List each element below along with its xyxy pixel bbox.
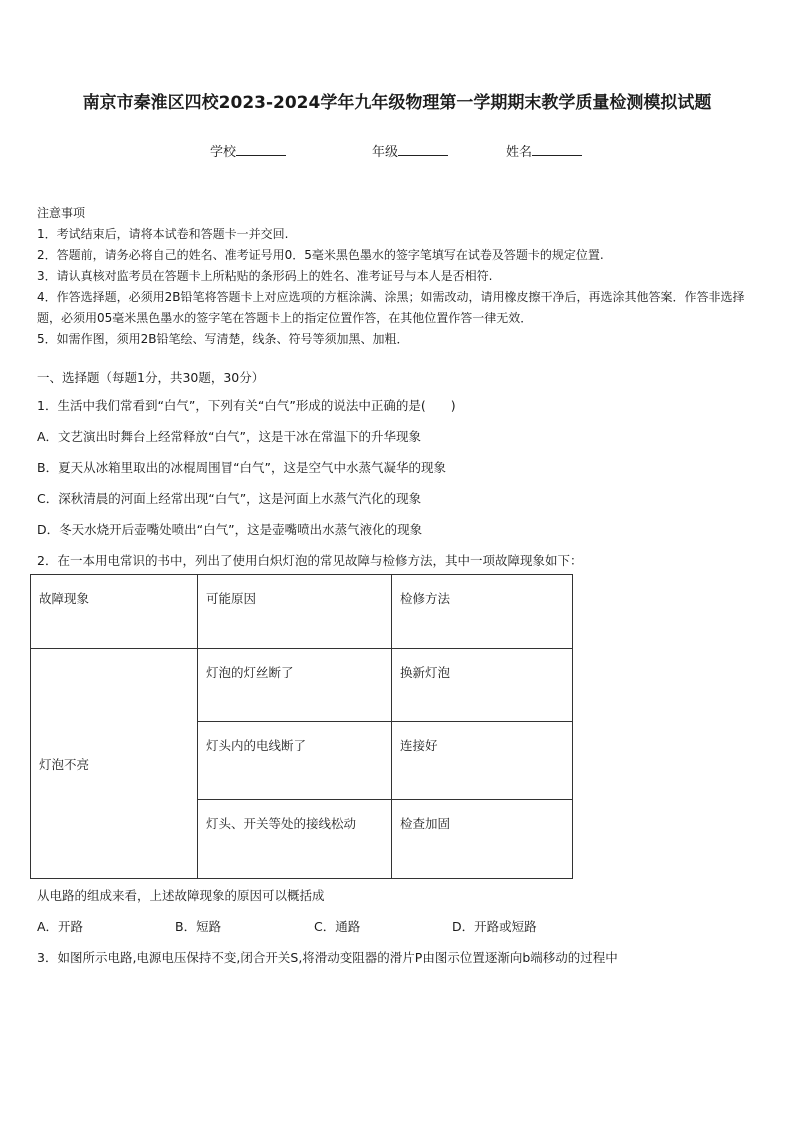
cause-cell: 灯泡的灯丝断了 <box>198 649 392 722</box>
fault-table <box>30 574 573 879</box>
table-header-cell: 可能原因 <box>198 575 392 649</box>
cause-cell: 灯头、开关等处的接线松动 <box>198 800 392 879</box>
note-item: 5．如需作图，须用2B铅笔绘、写清楚，线条、符号等须加黑、加粗． <box>37 332 409 346</box>
note-item: 1．考试结束后，请将本试卷和答题卡一并交回. <box>37 227 289 241</box>
q2-followup: 从电路的组成来看，上述故障现象的原因可以概括成 <box>37 888 325 903</box>
q1-option-b: B．夏天从冰箱里取出的冰棍周围冒“白气”，这是空气中水蒸气凝华的现象 <box>37 460 447 475</box>
q2-option-c: C．通路 <box>314 919 361 934</box>
grade-label: 年级 <box>372 145 399 160</box>
name-label: 姓名 <box>506 145 533 160</box>
table-header-cell: 检修方法 <box>392 575 573 649</box>
fix-cell: 连接好 <box>392 722 573 800</box>
grade-field <box>372 141 448 160</box>
q2-option-a: A．开路 <box>37 919 84 934</box>
cause-cell: 灯头内的电线断了 <box>198 722 392 800</box>
note-item: 4．作答选择题，必须用2B铅笔将答题卡上对应选项的方框涂满、涂黑；如需改动，请用橡皮擦干净后，再选涂其他答案．作答非选择题，必须用05毫米黑色墨水的签字笔在答题卡上的指定位置作答，在其他位置作答一律无效． <box>37 290 745 325</box>
name-field <box>506 141 582 160</box>
fix-cell: 换新灯泡 <box>392 649 573 722</box>
school-label: 学校 <box>210 145 237 160</box>
note-item: 2．答题前，请务必将自己的姓名、准考证号用0．5毫米黑色墨水的签字笔填写在试卷及答题卡的规定位置. <box>37 248 604 262</box>
section-heading: 一、选择题（每题1分，共30题，30分） <box>37 370 265 385</box>
q2-option-d: D．开路或短路 <box>452 919 537 934</box>
table-header-row <box>31 575 573 649</box>
table-row <box>31 649 573 722</box>
q1-option-d: D．冬天水烧开后壶嘴处喷出“白气”，这是壶嘴喷出水蒸气液化的现象 <box>37 522 423 537</box>
q1-stem: 1．生活中我们常看到“白气”，下列有关“白气”形成的说法中正确的是( ) <box>37 398 456 413</box>
school-field <box>210 141 286 160</box>
q3-stem: 3．如图所示电路,电源电压保持不变,闭合开关S,将滑动变阻器的滑片P由图示位置逐渐向b端移动的过程中 <box>37 950 618 965</box>
symptom-cell: 灯泡不亮 <box>31 649 198 879</box>
grade-blank <box>398 143 448 156</box>
name-blank <box>532 143 582 156</box>
notes-block <box>37 203 759 350</box>
q2-stem: 2．在一本用电常识的书中，列出了使用白炽灯泡的常见故障与检修方法，其中一项故障现象如下： <box>37 553 583 568</box>
notes-heading: 注意事项 <box>37 206 86 220</box>
note-item: 3．请认真核对监考员在答题卡上所粘贴的条形码上的姓名、准考证号与本人是否相符. <box>37 269 493 283</box>
q1-option-a: A．文艺演出时舞台上经常释放“白气”，这是干冰在常温下的升华现象 <box>37 429 422 444</box>
school-blank <box>236 143 286 156</box>
q1-option-c: C．深秋清晨的河面上经常出现“白气”，这是河面上水蒸气汽化的现象 <box>37 491 422 506</box>
q2-option-b: B．短路 <box>175 919 222 934</box>
table-header-cell: 故障现象 <box>31 575 198 649</box>
exam-title: 南京市秦淮区四校2023-2024学年九年级物理第一学期期末教学质量检测模拟试题 <box>82 93 712 113</box>
fix-cell: 检查加固 <box>392 800 573 879</box>
